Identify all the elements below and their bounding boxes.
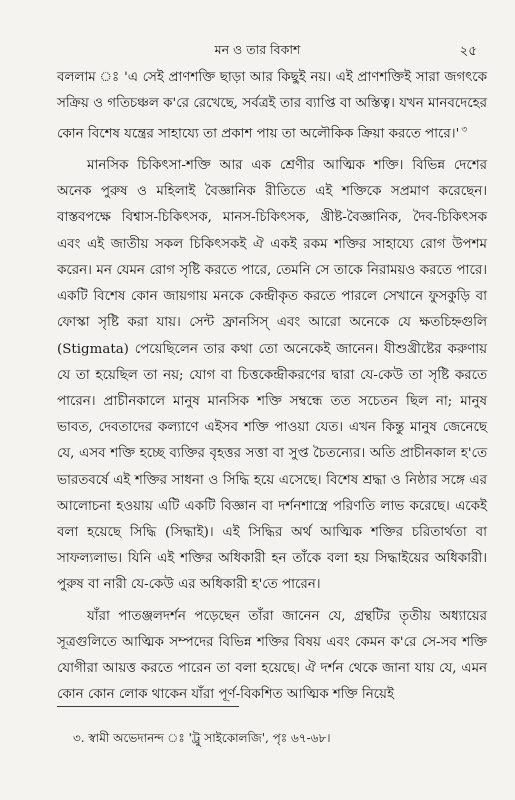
footnote: ৩. স্বামী অভেদানন্দ ঃ 'ট্রু সাইকোলজি', পৃঃ ৬৭-৬৮। (73, 731, 331, 745)
paragraph-patanjali: যাঁরা পাতঞ্জলদর্শন পড়েছেন তাঁরা জানেন যে, গ্রন্থটির তৃতীয় অধ্যায়ের সূত্রগুলিতে আত্মিক সম্পদের বিভিন্ন শক্তির বিষয় এবং কেমন ক'রে সে-সব শক্তি যোগীরা আয়ত্ত করতে পারেন তা বলা হয়েছে। ঐ দর্শন থেকে জানা যায় যে, এমন কোন কোন লোক থাকেন যাঁরা পূর্ণ-বিকশিত আত্মিক শক্তি নিয়েই (57, 608, 487, 703)
paragraph-quote (57, 65, 487, 148)
running-title: মন ও তার বিকাশ (214, 42, 301, 57)
paragraph-mental-healing: মানসিক চিকিৎসা-শক্তি আর এক শ্রেণীর আত্মিক শক্তি। বিভিন্ন দেশের অনেক পুরুষ ও মহিলাই বৈজ্ঞানিক রীতিতে এই শক্তিকে সপ্রমাণ করেছেন। বাস্তবপক্ষে বিশ্বাস-চিকিৎসক, মানস-চিকিৎসক, খ্রীষ্ট-বৈজ্ঞানিক, দৈব-চিকিৎসক এবং এই জাতীয় সকল চিকিৎসকই ঐ একই রকম শক্তির সাহায্যে রোগ উপশম করেন। মন যেমন রোগ সৃষ্টি করতে পারে, তেমনি সে তাকে নিরাময়ও করতে পারে। একটি বিশেষ কোন জায়গায় মনকে কেন্দ্রীকৃত করতে পারলে সেখানে ফুসকুড়ি বা ফোস্কা সৃষ্টি করা যায়। সেন্ট ফ্রানসিস্ এবং আরো অনেকে যে ক্ষতচিহ্নগুলি (Stigmata) পেয়েছিলেন তার কথা তো অনেকেই জানেন। যীশুখ্রীষ্টের করুণায় যে তা হয়েছিল তা নয়; যোগ বা চিত্তকেন্দ্রীকরণের দ্বারা যে-কেউ তা সৃষ্টি করতে পারেন। প্রাচীনকালে মানুষ মানসিক শক্তি সম্বন্ধে তত সচেতন ছিল না; মানুষ ভাবত, দেবতাদের কল্যাণে এইসব শক্তি পাওয়া যেত। এখন কিন্তু মানুষ জেনেছে যে, এসব শক্তি হচ্ছে ব্যক্তির বৃহত্তর সত্তা বা সুপ্ত চৈতন্যের। অতি প্রাচীনকাল হ'তে ভারতবর্ষে এই শক্তির সাধনা ও সিদ্ধি হয়ে এসেছে। বিশেষ শ্রদ্ধা ও নিষ্ঠার সঙ্গে এর আলোচনা হওয়ায় এটি একটি বিজ্ঞান বা দর্শনশাস্ত্রে পরিণতি লাভ করেছে। একেই বলা হয়েছে সিদ্ধি (সিদ্ধাই)। এই সিদ্ধির অর্থ আত্মিক শক্তির চরিতার্থতা বা সাফল্যলাভ। যিনি এই শক্তির অধিকারী হন তাঁকে বলা হয় সিদ্ধাইয়ের অধিকারী। পুরুষ বা নারী যে-কেউ এর অধিকারী হ'তে পারেন। (57, 158, 487, 593)
footnote-reference: ৩ (461, 125, 468, 136)
page-number: ২৫ (459, 43, 477, 59)
body-text (57, 65, 487, 708)
paragraph-text: বললাম ঃ 'এ সেই প্রাণশক্তি ছাড়া আর কিছুই নয়। এই প্রাণশক্তিই সারা জগৎকে সক্রিয় ও গতিচঞ্চল ক'রে রেখেছে, সর্বত্রই তার ব্যাপ্তি বা অস্তিত্ব। যখন মানবদেহের কোন বিশেষ যন্ত্রের সাহায্যে তা প্রকাশ পায় তা অলৌকিক ক্রিয়া করতে পারে।' (57, 70, 487, 142)
footnote-divider (57, 706, 239, 707)
